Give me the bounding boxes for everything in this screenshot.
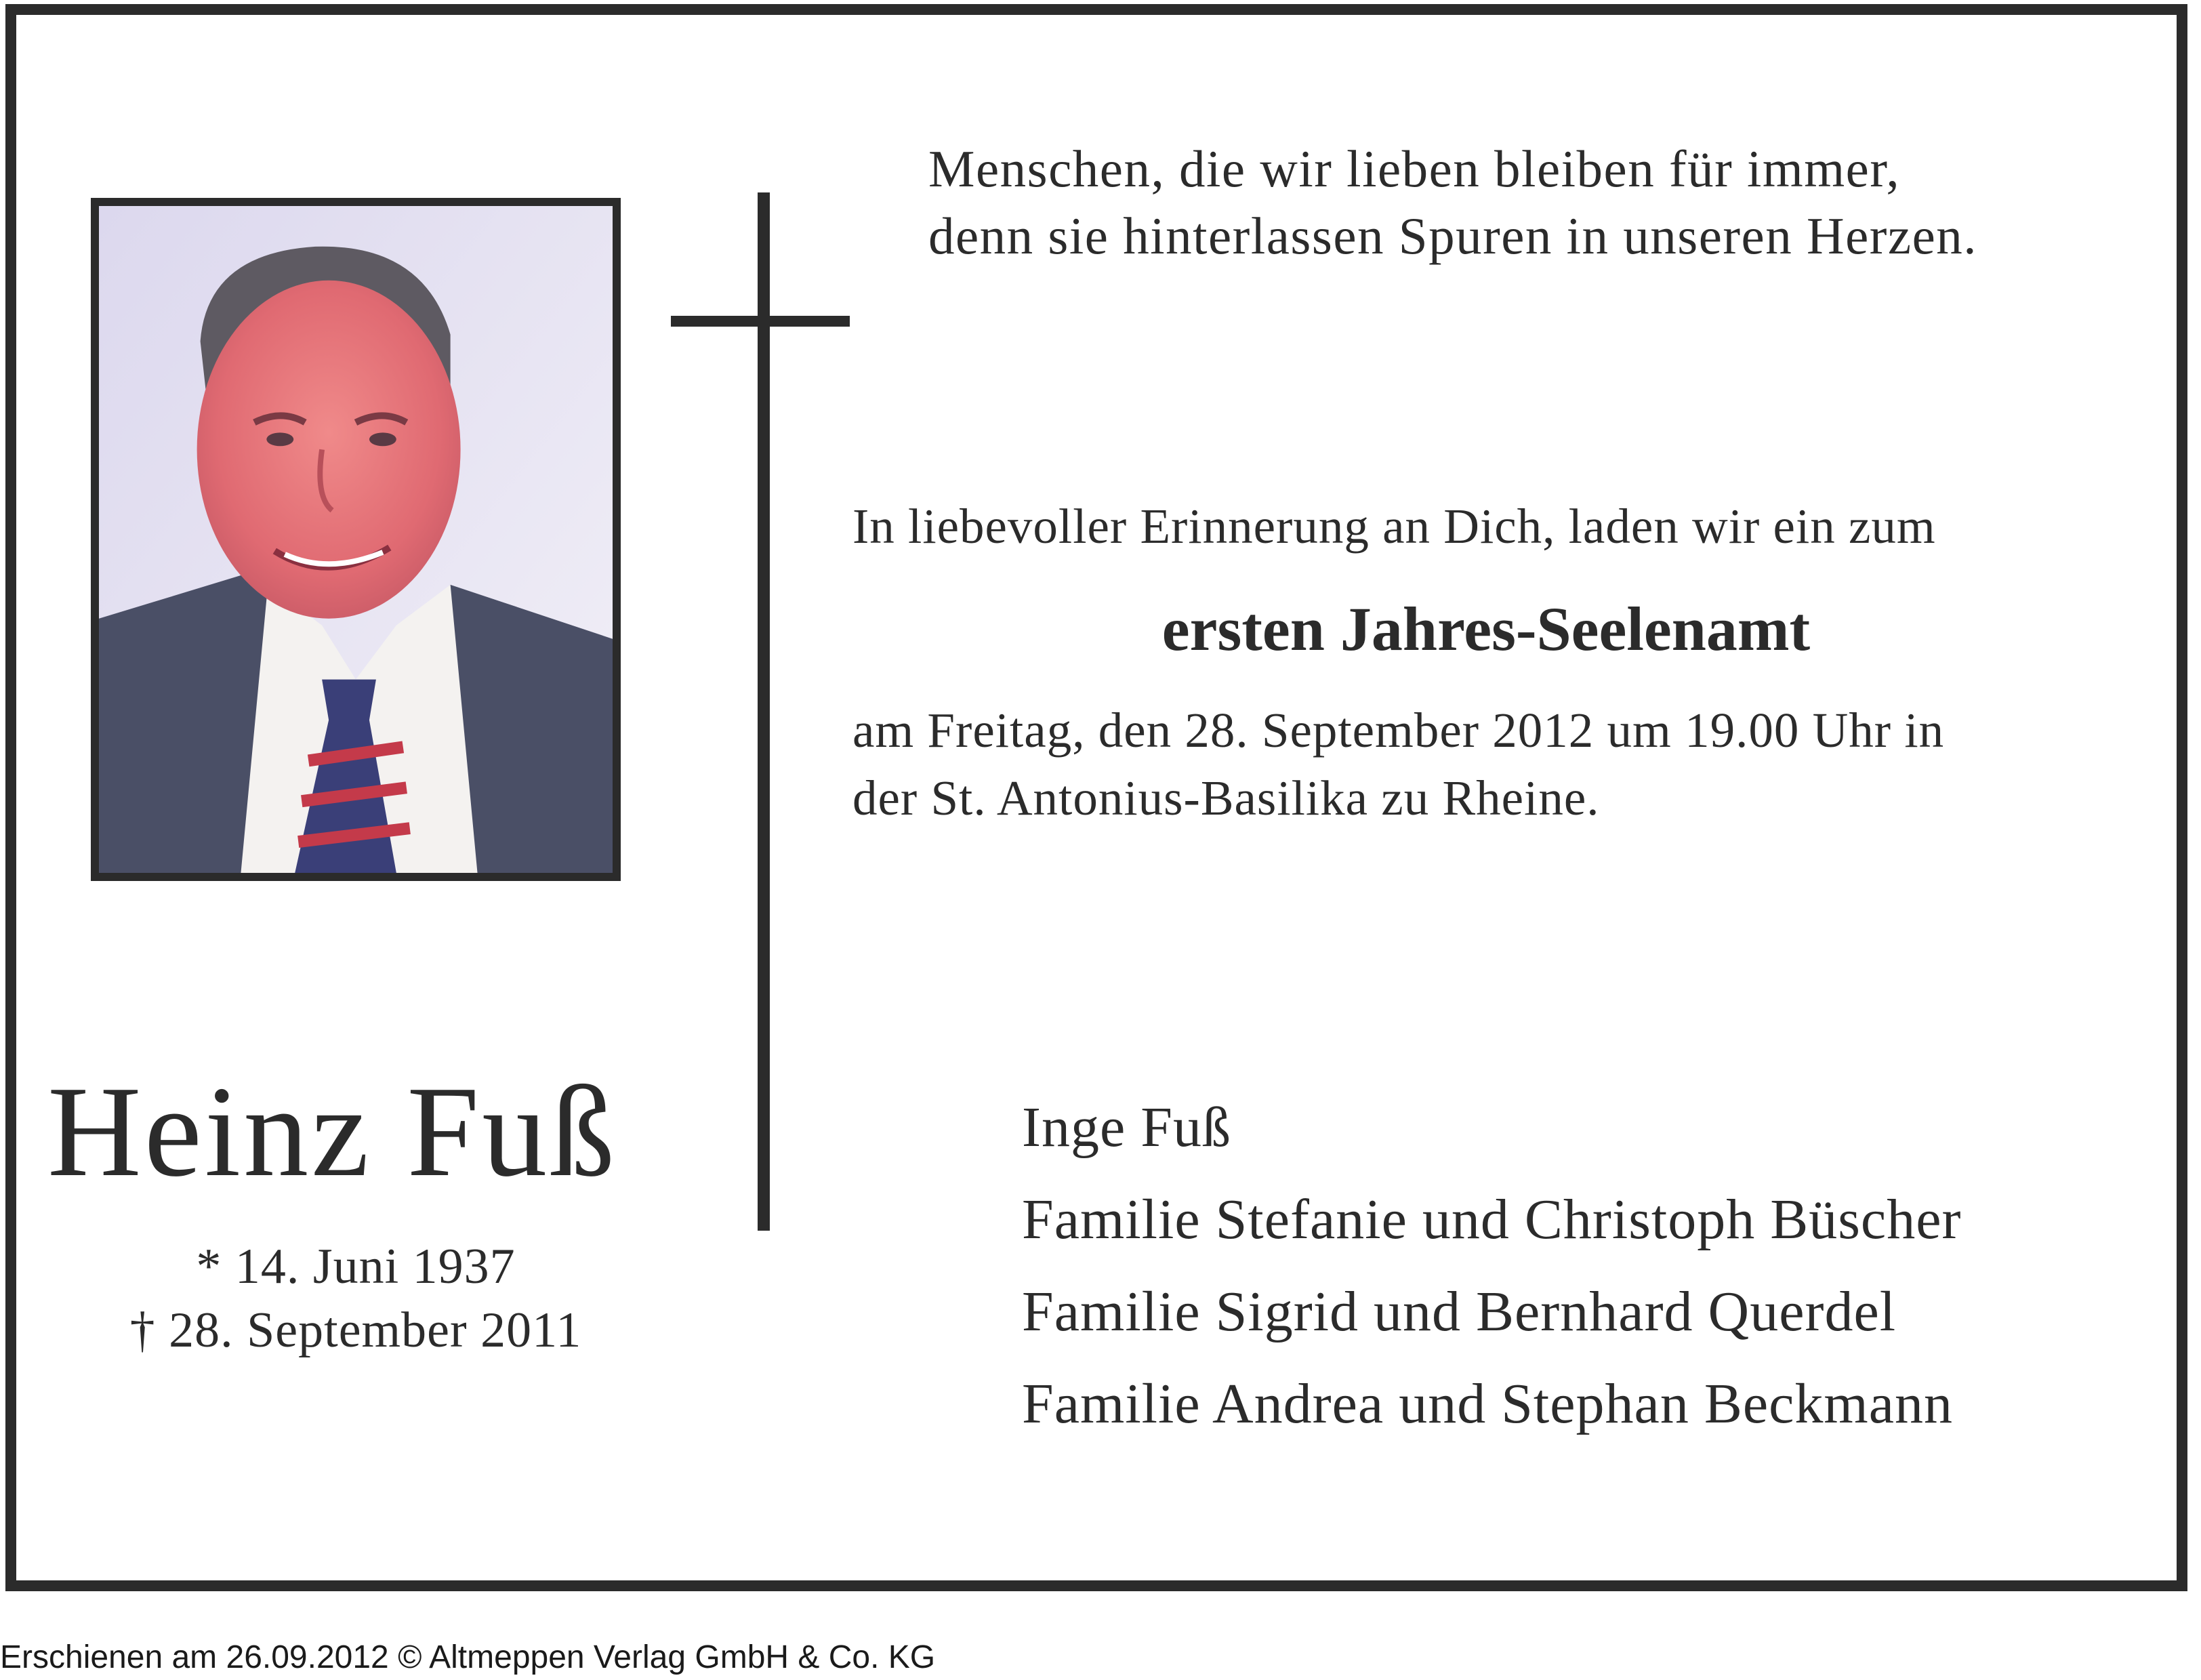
mourner-entry: Familie Sigrid und Bernhard Querdel bbox=[1022, 1280, 1897, 1343]
cross-horizontal-bar bbox=[671, 316, 850, 327]
quote-line: denn sie hinterlassen Spuren in unseren Herzen. bbox=[928, 207, 1978, 265]
life-dates bbox=[68, 1235, 644, 1362]
invitation-headline: ersten Jahres-Seelenamt bbox=[1161, 594, 1811, 663]
publication-footer: Erschienen am 26.09.2012 © Altmeppen Verlag GmbH & Co. KG bbox=[0, 1639, 936, 1675]
memorial-quote bbox=[928, 136, 1977, 270]
mourner-entry: Familie Stefanie und Christoph Büscher bbox=[1022, 1188, 1962, 1251]
mourner-entry: Familie Andrea und Stephan Beckmann bbox=[1022, 1372, 1954, 1435]
quote-line: Menschen, die wir lieben bleiben für immer, bbox=[928, 140, 1901, 198]
mourners-list bbox=[1022, 1082, 1961, 1450]
mourner-entry: Inge Fuß bbox=[1022, 1096, 1231, 1159]
invitation-intro: In liebevoller Erinnerung an Dich, laden wir ein zum bbox=[852, 499, 1936, 554]
death-date: † 28. September 2011 bbox=[129, 1303, 582, 1358]
details-line: der St. Antonius-Basilika zu Rheine. bbox=[852, 771, 1600, 825]
portrait-photo bbox=[91, 198, 621, 881]
birth-date: * 14. Juni 1937 bbox=[196, 1239, 516, 1294]
details-line: am Freitag, den 28. September 2012 um 19.00 Uhr in bbox=[852, 703, 1945, 758]
portrait-image bbox=[99, 206, 613, 873]
deceased-name: Heinz Fuß bbox=[47, 1059, 618, 1204]
cross-vertical-bar bbox=[758, 192, 770, 1231]
invitation-details bbox=[852, 697, 1944, 832]
